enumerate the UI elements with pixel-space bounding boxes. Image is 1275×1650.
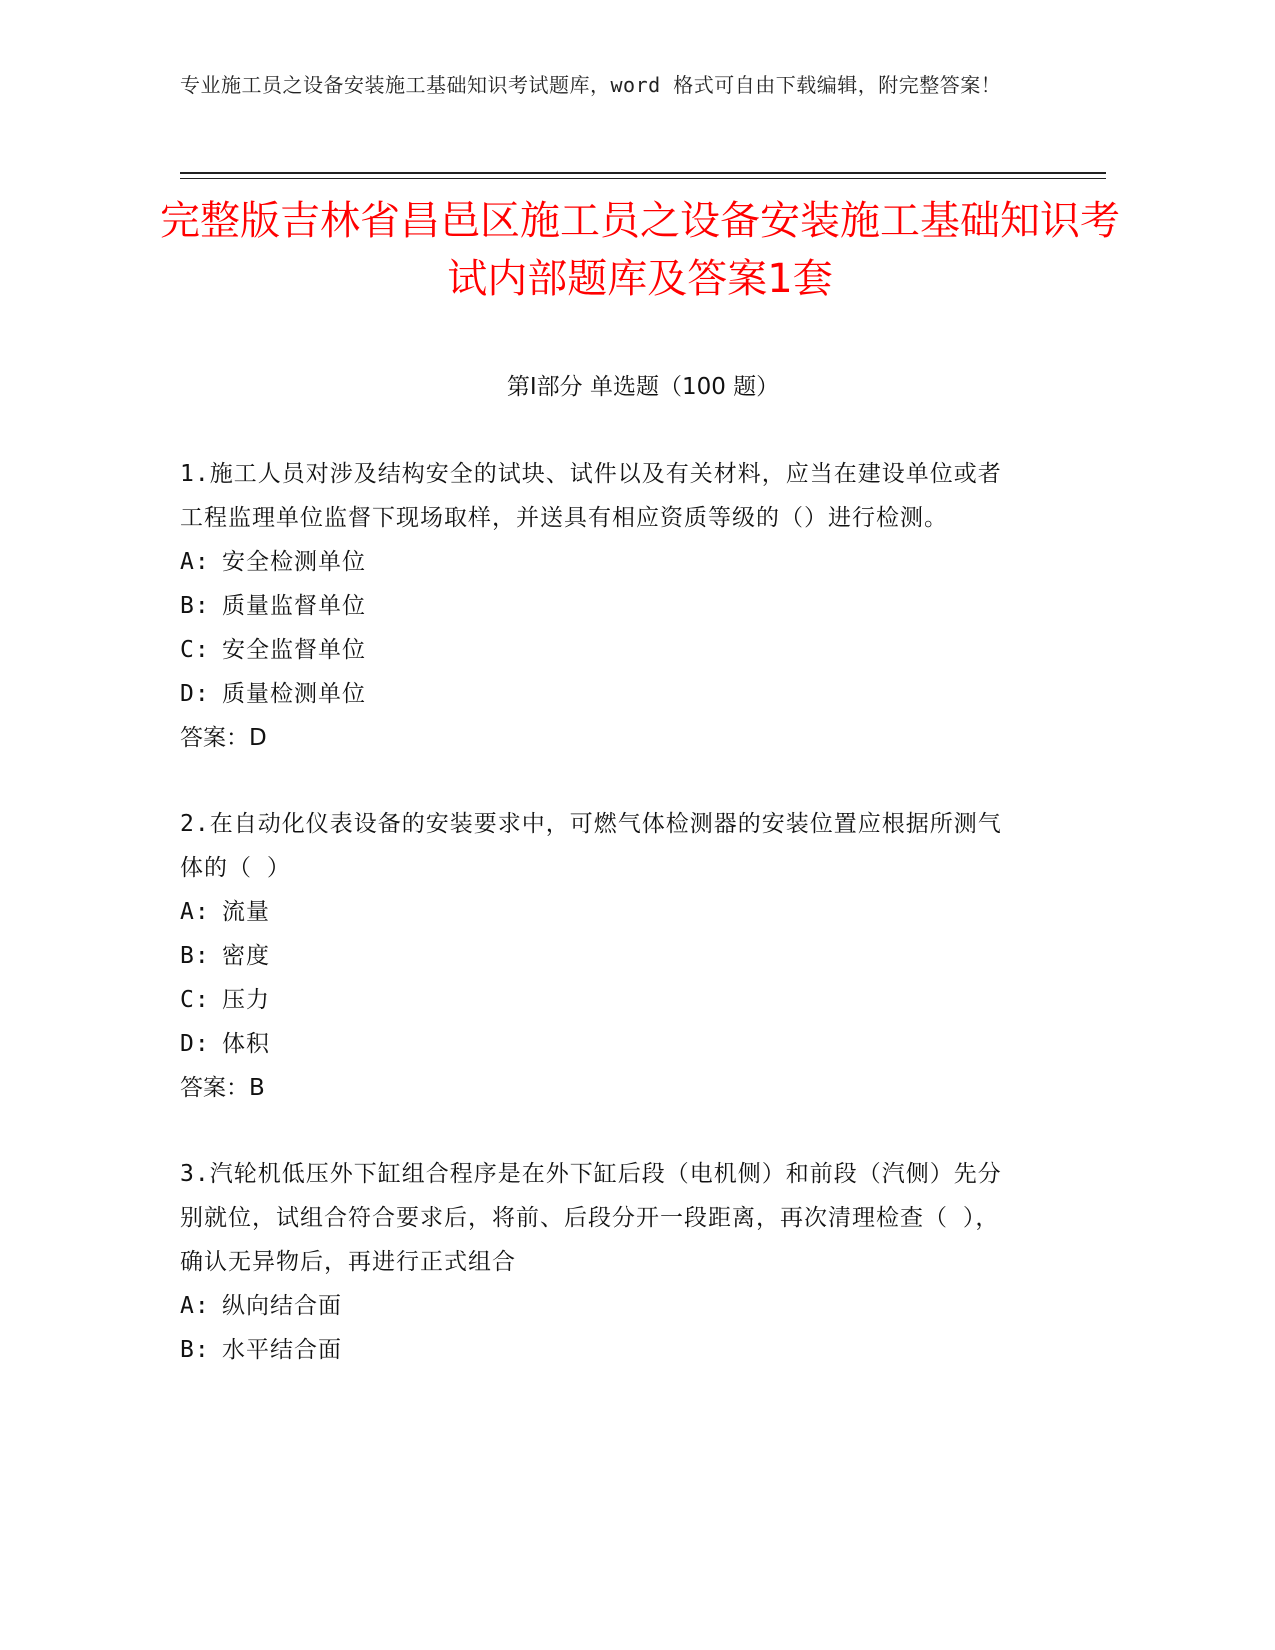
option-d: [180, 1022, 1020, 1066]
option-text: 质量监督单位: [222, 593, 366, 619]
question-text: 3.汽轮机低压外下缸组合程序是在外下缸后段（电机侧）和前段（汽侧）先分别就位，试组合符合要求后，将前、后段分开一段距离，再次清理检查（ ），确认无异物后，再进行正式组合: [180, 1161, 1002, 1275]
header-rule-thick: [180, 172, 1106, 174]
option-b: [180, 934, 1020, 978]
option-a: [180, 1284, 1020, 1328]
section-heading: 第Ⅰ部分 单选题（100 题）: [506, 374, 780, 400]
option-d: [180, 672, 1020, 716]
option-key: B:: [180, 593, 210, 619]
question-list: [180, 452, 1020, 1414]
option-key: B:: [180, 1337, 210, 1363]
header-note: 专业施工员之设备安装施工基础知识考试题库，word 格式可自由下载编辑，附完整答案！: [180, 73, 1002, 97]
question-text: 1.施工人员对涉及结构安全的试块、试件以及有关材料，应当在建设单位或者工程监理单位监督下现场取样，并送具有相应资质等级的（）进行检测。: [180, 461, 1002, 531]
option-text: 纵向结合面: [222, 1293, 342, 1319]
header-rule-thin: [180, 178, 1106, 179]
option-b: [180, 584, 1020, 628]
option-key: C:: [180, 987, 210, 1013]
question-text: 2.在自动化仪表设备的安装要求中，可燃气体检测器的安装位置应根据所测气体的（ ）: [180, 811, 1002, 881]
option-key: D:: [180, 1031, 210, 1057]
question-1: [180, 452, 1020, 760]
option-text: 质量检测单位: [222, 681, 366, 707]
option-key: A:: [180, 1293, 210, 1319]
option-text: 水平结合面: [222, 1337, 342, 1363]
option-key: A:: [180, 549, 210, 575]
option-text: 压力: [222, 987, 270, 1013]
option-text: 体积: [222, 1031, 270, 1057]
option-text: 密度: [222, 943, 270, 969]
option-b: [180, 1328, 1020, 1372]
option-text: 安全检测单位: [222, 549, 366, 575]
option-a: [180, 890, 1020, 934]
option-key: D:: [180, 681, 210, 707]
document-title: 完整版吉林省昌邑区施工员之设备安装施工基础知识考试内部题库及答案1套: [160, 198, 1120, 302]
option-c: [180, 628, 1020, 672]
option-text: 安全监督单位: [222, 637, 366, 663]
option-text: 流量: [222, 899, 270, 925]
option-key: A:: [180, 899, 210, 925]
answer-line: 答案：D: [180, 725, 267, 751]
option-c: [180, 978, 1020, 1022]
question-3: [180, 1152, 1020, 1372]
answer-line: 答案：B: [180, 1075, 265, 1101]
question-2: [180, 802, 1020, 1110]
option-a: [180, 540, 1020, 584]
option-key: B:: [180, 943, 210, 969]
option-key: C:: [180, 637, 210, 663]
